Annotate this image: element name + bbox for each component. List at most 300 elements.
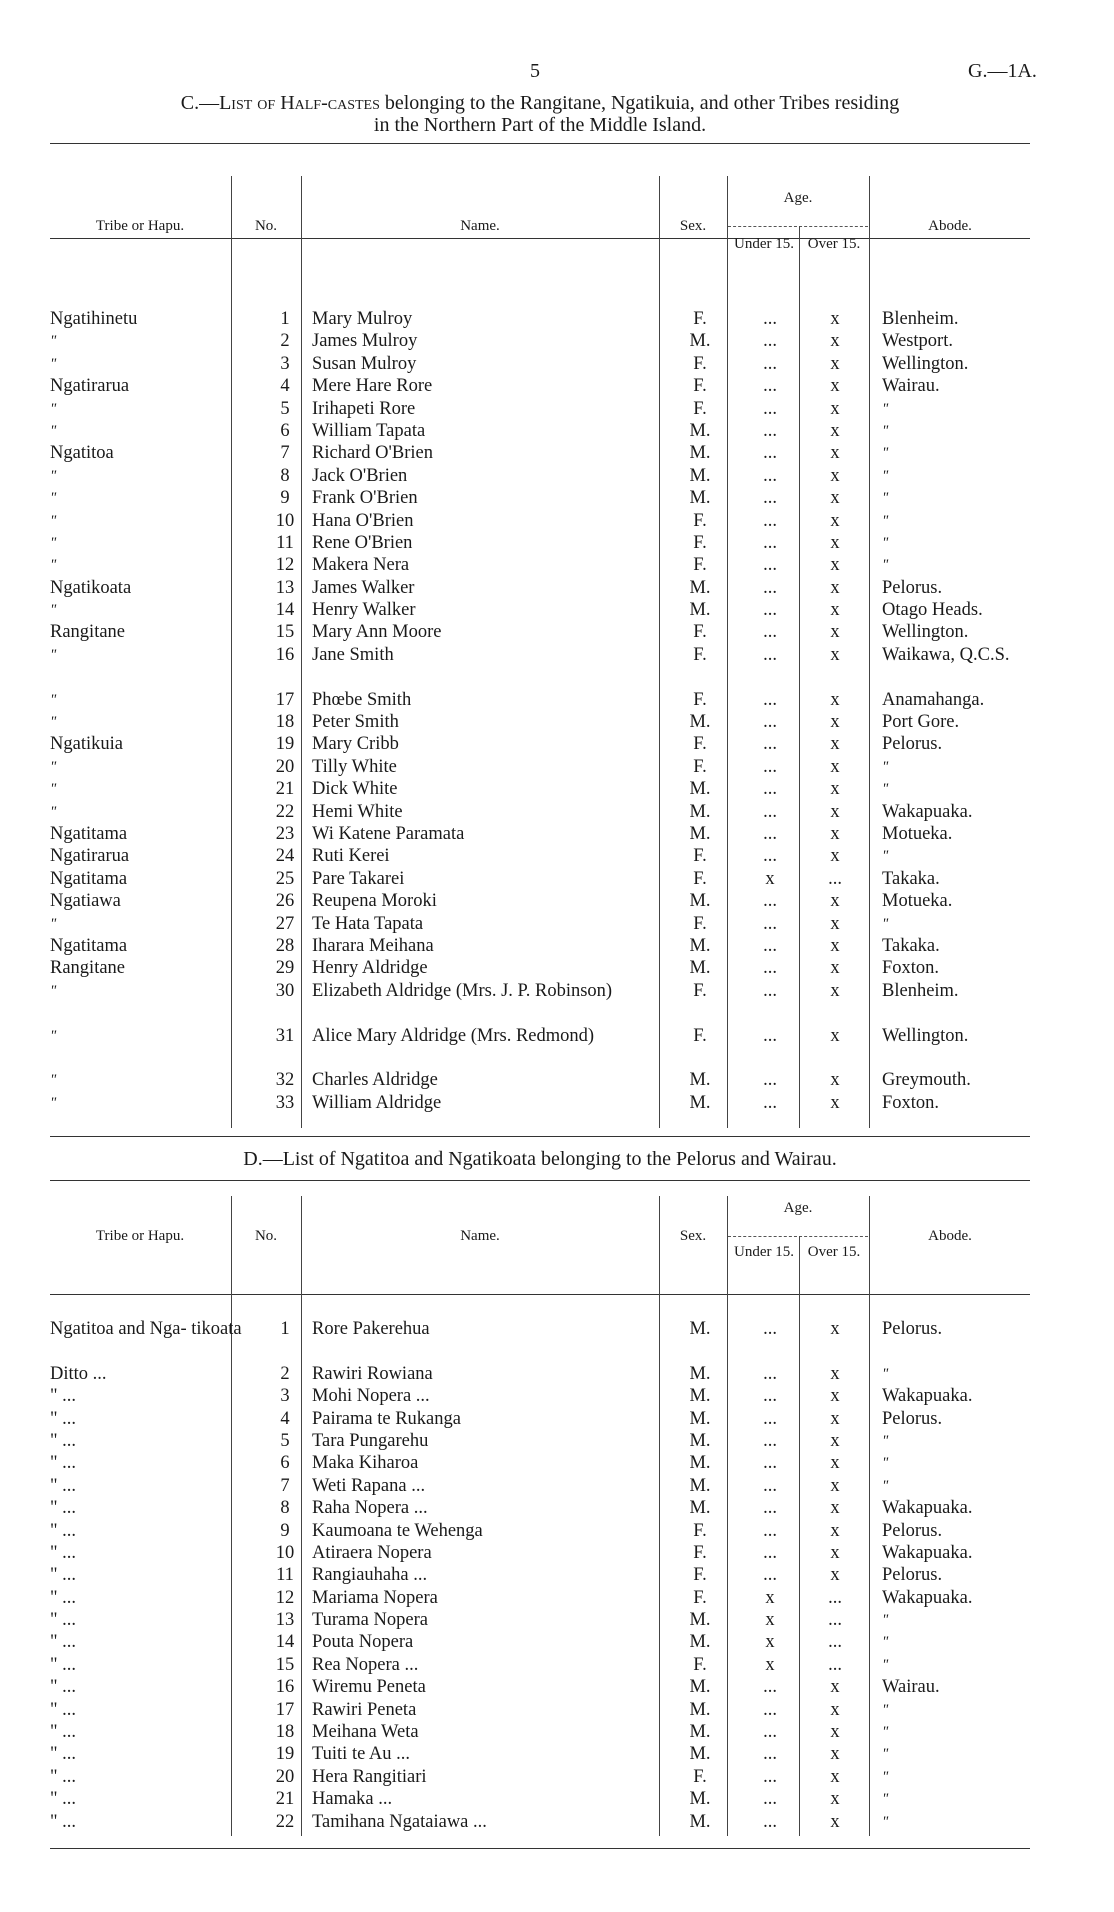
table-row: [50, 689, 1030, 711]
cell-tribe: Ngatihinetu: [50, 309, 138, 329]
table-c-header-over: Over 15.: [807, 236, 861, 252]
cell-tribe: " ...: [50, 1587, 77, 1608]
cell-under: ...: [763, 689, 777, 710]
cell-tribe: " ...: [50, 1565, 77, 1586]
cell-over: x: [830, 1744, 840, 1765]
cell-tribe: " ...: [50, 1632, 77, 1653]
cell-under: ...: [763, 622, 777, 643]
cell-abode: Wellington.: [882, 1025, 969, 1046]
cell-over: x: [830, 1386, 840, 1407]
cell-sex: M.: [689, 1677, 711, 1698]
cell-name: Tamihana Ngataiawa ...: [312, 1811, 487, 1832]
cell-under: ...: [763, 465, 777, 486]
cell-name: Mohi Nopera ...: [312, 1386, 430, 1407]
cell-abode: ": [882, 1432, 889, 1449]
cell-under: ...: [763, 555, 777, 576]
cell-name: Ruti Kerei: [312, 846, 390, 867]
cell-under: ...: [763, 1722, 777, 1743]
cell-abode: Wairau.: [882, 376, 940, 397]
table-row: [50, 330, 1030, 352]
table-row: [50, 1092, 1030, 1114]
cell-no: 17: [275, 1699, 295, 1720]
cell-under: ...: [763, 420, 777, 441]
cell-over: x: [830, 577, 840, 598]
cell-no: 21: [275, 1789, 295, 1810]
cell-name: Tuiti te Au ...: [312, 1744, 411, 1765]
cell-name: Irihapeti Rore: [312, 398, 416, 419]
cell-tribe: ": [50, 534, 57, 551]
cell-tribe: " ...: [50, 1766, 77, 1787]
table-row: [50, 308, 1030, 330]
cell-under: ...: [763, 488, 777, 509]
cell-sex: M.: [689, 443, 711, 464]
cell-name: Frank O'Brien: [312, 488, 418, 509]
cell-name: William Tapata: [312, 420, 426, 441]
table-row: [50, 1497, 1030, 1519]
cell-over: x: [830, 600, 840, 621]
cell-no: 20: [275, 756, 295, 777]
table-c-title-prefix: C.—List of Half-castes: [180, 92, 380, 114]
cell-tribe: Ditto ...: [50, 1363, 107, 1384]
table-d-header-sex: Sex.: [679, 1228, 707, 1244]
cell-sex: M.: [689, 1386, 711, 1407]
cell-abode: ": [882, 1612, 889, 1629]
cell-abode: Pelorus.: [882, 1520, 943, 1541]
table-row: [50, 823, 1030, 845]
cell-name: Reupena Moroki: [312, 891, 437, 912]
cell-abode: Wakapuaka.: [882, 1587, 973, 1608]
cell-over: x: [830, 734, 840, 755]
cell-over: x: [830, 555, 840, 576]
cell-under: ...: [763, 1498, 777, 1519]
cell-sex: M.: [689, 935, 711, 956]
cell-tribe: ": [50, 915, 57, 932]
table-d-title: D.—List of Ngatitoa and Ngatikoata belonging to the Pelorus and Wairau.: [243, 1148, 837, 1170]
cell-sex: M.: [689, 1319, 711, 1339]
cell-no: 27: [275, 913, 295, 934]
table-row: [50, 1542, 1030, 1564]
cell-over: x: [830, 1453, 840, 1474]
table-row: [50, 913, 1030, 935]
cell-tribe: Ngatitoa: [50, 443, 114, 464]
cell-sex: M.: [689, 1699, 711, 1720]
cell-abode: ": [882, 1656, 889, 1673]
table-row: [50, 621, 1030, 643]
cell-no: 26: [275, 891, 295, 912]
cell-name: James Mulroy: [312, 331, 418, 352]
cell-under: ...: [763, 1386, 777, 1407]
table-row: [50, 733, 1030, 755]
cell-abode: Foxton.: [882, 1092, 940, 1113]
table-c-header-under: Under 15.: [734, 236, 794, 252]
cell-abode: Anamahanga.: [882, 689, 985, 710]
cell-no: 7: [280, 443, 290, 464]
cell-sex: F.: [693, 376, 707, 397]
cell-under: x: [765, 868, 775, 889]
cell-name: Jane Smith: [312, 644, 394, 665]
table-row: [50, 1318, 1030, 1363]
cell-name: Turama Nopera: [312, 1610, 428, 1631]
cell-under: ...: [763, 577, 777, 598]
cell-tribe: ": [50, 646, 57, 663]
cell-tribe: Ngatikoata: [50, 577, 132, 598]
cell-under: ...: [763, 309, 777, 329]
cell-over: x: [830, 1070, 840, 1091]
cell-no: 4: [280, 376, 290, 397]
cell-tribe: " ...: [50, 1677, 77, 1698]
cell-sex: M.: [689, 1632, 711, 1653]
cell-over: x: [830, 1722, 840, 1743]
table-row: [50, 1564, 1030, 1586]
cell-tribe: ": [50, 333, 57, 350]
cell-under: ...: [763, 1766, 777, 1787]
cell-under: ...: [763, 1453, 777, 1474]
cell-no: 11: [276, 1565, 294, 1586]
cell-abode: ": [882, 1634, 889, 1651]
cell-name: Peter Smith: [312, 712, 399, 733]
cell-no: 33: [275, 1092, 295, 1113]
cell-tribe: " ...: [50, 1654, 77, 1675]
cell-under: ...: [763, 1744, 777, 1765]
cell-over: ...: [828, 1654, 842, 1675]
cell-name: James Walker: [312, 577, 415, 598]
cell-no: 5: [280, 1430, 290, 1451]
cell-abode: ": [882, 534, 889, 551]
cell-abode: Otago Heads.: [882, 600, 983, 621]
cell-no: 16: [275, 1677, 295, 1698]
cell-no: 7: [280, 1475, 290, 1496]
cell-under: ...: [763, 712, 777, 733]
cell-no: 16: [275, 644, 295, 665]
table-d-header-no: No.: [254, 1228, 278, 1244]
cell-sex: F.: [693, 980, 707, 1001]
cell-sex: F.: [693, 532, 707, 553]
cell-tribe: ": [50, 758, 57, 775]
cell-under: ...: [763, 510, 777, 531]
cell-over: x: [830, 1363, 840, 1384]
cell-under: ...: [763, 935, 777, 956]
cell-over: x: [830, 689, 840, 710]
cell-under: ...: [763, 1789, 777, 1810]
cell-name: Rea Nopera ...: [312, 1654, 419, 1675]
cell-no: 29: [275, 958, 295, 979]
cell-no: 19: [275, 1744, 295, 1765]
table-c-bottom-rule: [50, 1136, 1030, 1137]
cell-tribe: Rangitane: [50, 958, 126, 979]
cell-name: Alice Mary Aldridge (Mrs. Redmond): [312, 1025, 595, 1046]
cell-no: 20: [275, 1766, 295, 1787]
cell-abode: Pelorus.: [882, 577, 943, 598]
cell-sex: F.: [693, 756, 707, 777]
table-row: [50, 532, 1030, 554]
cell-no: 10: [275, 1542, 295, 1563]
table-row: [50, 1766, 1030, 1788]
cell-under: ...: [763, 353, 777, 374]
cell-no: 4: [280, 1408, 290, 1429]
cell-under: x: [765, 1587, 775, 1608]
cell-under: ...: [763, 331, 777, 352]
table-row: [50, 935, 1030, 957]
cell-under: ...: [763, 1430, 777, 1451]
table-row: [50, 1811, 1030, 1833]
cell-abode: ": [882, 1701, 889, 1718]
cell-name: Hera Rangitiari: [312, 1766, 427, 1787]
cell-abode: ": [882, 758, 889, 775]
table-row: [50, 1520, 1030, 1542]
table-row: [50, 487, 1030, 509]
cell-abode: ": [882, 400, 889, 417]
cell-tribe: ": [50, 490, 57, 507]
cell-under: ...: [763, 734, 777, 755]
cell-over: x: [830, 1677, 840, 1698]
cell-over: x: [830, 1475, 840, 1496]
cell-tribe: ": [50, 1094, 57, 1111]
cell-name: Rangiauhaha ...: [312, 1565, 428, 1586]
cell-sex: M.: [689, 331, 711, 352]
cell-tribe: ": [50, 400, 57, 417]
table-c-header-tribe: Tribe or Hapu.: [95, 218, 185, 234]
cell-no: 12: [275, 555, 295, 576]
cell-tribe: ": [50, 691, 57, 708]
cell-over: x: [830, 465, 840, 486]
cell-under: ...: [763, 824, 777, 844]
table-d-header-abode: Abode.: [928, 1228, 972, 1244]
cell-abode: Blenheim.: [882, 980, 959, 1001]
cell-sex: M.: [689, 577, 711, 598]
cell-over: x: [830, 1319, 840, 1339]
cell-abode: Greymouth.: [882, 1070, 971, 1091]
cell-no: 24: [275, 846, 295, 867]
table-row: [50, 577, 1030, 599]
cell-tribe: " ...: [50, 1699, 77, 1720]
cell-name: Mary Cribb: [312, 734, 399, 755]
table-row: [50, 711, 1030, 733]
cell-under: ...: [763, 913, 777, 934]
cell-tribe: ": [50, 803, 57, 820]
cell-under: ...: [763, 1565, 777, 1586]
cell-tribe: ": [50, 422, 57, 439]
cell-abode: Foxton.: [882, 958, 940, 979]
table-row: [50, 778, 1030, 800]
table-d-header-age: Age.: [783, 1200, 813, 1216]
cell-name: Makera Nera: [312, 555, 410, 576]
cell-abode: Motueka.: [882, 824, 953, 844]
cell-no: 18: [275, 1722, 295, 1743]
cell-abode: Wellington.: [882, 622, 969, 643]
cell-under: ...: [763, 846, 777, 867]
cell-name: Pairama te Rukanga: [312, 1408, 461, 1429]
cell-name: Te Hata Tapata: [312, 913, 424, 934]
cell-sex: M.: [689, 712, 711, 733]
table-d-bottom-rule: [50, 1848, 1030, 1849]
cell-over: x: [830, 779, 840, 800]
cell-sex: F.: [693, 1025, 707, 1046]
cell-name: Rore Pakerehua: [312, 1319, 430, 1339]
table-c-body: [50, 308, 1030, 1114]
cell-abode: Motueka.: [882, 891, 953, 912]
table-c-title: [40, 92, 1040, 114]
cell-abode: ": [882, 915, 889, 932]
cell-name: Wi Katene Paramata: [312, 824, 465, 844]
cell-name: Mary Ann Moore: [312, 622, 442, 643]
cell-sex: F.: [693, 868, 707, 889]
cell-tribe: Ngatitoa and Nga- tikoata: [50, 1319, 242, 1339]
cell-over: x: [830, 622, 840, 643]
cell-no: 31: [275, 1025, 295, 1046]
cell-abode: Pelorus.: [882, 1565, 943, 1586]
table-c-header-age: Age.: [783, 190, 813, 206]
table-d-header-name: Name.: [460, 1228, 500, 1244]
cell-under: ...: [763, 644, 777, 665]
cell-no: 17: [275, 689, 295, 710]
cell-abode: Pelorus.: [882, 734, 943, 755]
cell-under: ...: [763, 1699, 777, 1720]
cell-no: 8: [280, 465, 290, 486]
cell-name: Atiraera Nopera: [312, 1542, 432, 1563]
cell-tribe: Ngatitama: [50, 824, 128, 844]
cell-name: Mary Mulroy: [312, 309, 413, 329]
cell-abode: ": [882, 1768, 889, 1785]
table-row: [50, 1363, 1030, 1385]
cell-sex: M.: [689, 1744, 711, 1765]
cell-sex: M.: [689, 1363, 711, 1384]
cell-tribe: " ...: [50, 1498, 77, 1519]
cell-under: ...: [763, 1408, 777, 1429]
table-c-top-rule: [50, 143, 1030, 144]
cell-tribe: Ngatikuia: [50, 734, 123, 755]
cell-name: Meihana Weta: [312, 1722, 419, 1743]
cell-no: 15: [275, 622, 295, 643]
table-row: [50, 465, 1030, 487]
cell-no: 13: [275, 577, 295, 598]
cell-sex: F.: [693, 622, 707, 643]
table-row: [50, 442, 1030, 464]
cell-tribe: Ngatitama: [50, 935, 128, 956]
cell-abode: ": [882, 445, 889, 462]
cell-sex: F.: [693, 644, 707, 665]
cell-over: x: [830, 891, 840, 912]
cell-abode: Wellington.: [882, 353, 969, 374]
cell-name: Mere Hare Rore: [312, 376, 433, 397]
table-row: [50, 375, 1030, 397]
cell-abode: Port Gore.: [882, 712, 960, 733]
cell-sex: M.: [689, 600, 711, 621]
cell-sex: M.: [689, 465, 711, 486]
cell-tribe: ": [50, 512, 57, 529]
cell-under: ...: [763, 1319, 777, 1339]
cell-abode: ": [882, 512, 889, 529]
table-row: [50, 599, 1030, 621]
table-row: [50, 1676, 1030, 1698]
cell-abode: ": [882, 781, 889, 798]
cell-under: ...: [763, 1070, 777, 1091]
table-d-header-tribe: Tribe or Hapu.: [95, 1228, 185, 1244]
cell-name: Henry Walker: [312, 600, 416, 621]
cell-under: ...: [763, 443, 777, 464]
cell-sex: M.: [689, 824, 711, 844]
table-row: [50, 353, 1030, 375]
cell-name: Kaumoana te Wehenga: [312, 1520, 483, 1541]
cell-tribe: ": [50, 355, 57, 372]
table-d-age-divider: [728, 1236, 868, 1237]
cell-tribe: " ...: [50, 1386, 77, 1407]
cell-no: 28: [275, 935, 295, 956]
cell-sex: M.: [689, 1789, 711, 1810]
table-row: [50, 1430, 1030, 1452]
cell-no: 6: [280, 1453, 290, 1474]
cell-tribe: " ...: [50, 1430, 77, 1451]
table-c-title-rest: belonging to the Rangitane, Ngatikuia, and other Tribes residing: [379, 92, 900, 114]
cell-tribe: " ...: [50, 1408, 77, 1429]
table-row: [50, 398, 1030, 420]
cell-name: Charles Aldridge: [312, 1070, 438, 1091]
cell-name: William Aldridge: [312, 1092, 442, 1113]
cell-name: Rene O'Brien: [312, 532, 413, 553]
cell-no: 6: [280, 420, 290, 441]
cell-no: 12: [275, 1587, 295, 1608]
table-row: [50, 510, 1030, 532]
cell-sex: F.: [693, 510, 707, 531]
cell-sex: F.: [693, 734, 707, 755]
cell-sex: M.: [689, 958, 711, 979]
cell-name: Rawiri Peneta: [312, 1699, 417, 1720]
table-row: [50, 868, 1030, 890]
cell-over: x: [830, 1498, 840, 1519]
cell-under: ...: [763, 532, 777, 553]
cell-name: Mariama Nopera: [312, 1587, 438, 1608]
cell-abode: ": [882, 1477, 889, 1494]
cell-tribe: ": [50, 467, 57, 484]
cell-under: ...: [763, 1542, 777, 1563]
cell-sex: M.: [689, 779, 711, 800]
cell-no: 3: [280, 1386, 290, 1407]
cell-over: x: [830, 1430, 840, 1451]
cell-over: x: [830, 1766, 840, 1787]
table-d-header-under: Under 15.: [734, 1244, 794, 1260]
cell-name: Dick White: [312, 779, 398, 800]
cell-no: 5: [280, 398, 290, 419]
cell-over: x: [830, 846, 840, 867]
cell-under: ...: [763, 779, 777, 800]
cell-under: ...: [763, 600, 777, 621]
cell-no: 8: [280, 1498, 290, 1519]
cell-over: x: [830, 353, 840, 374]
cell-no: 25: [275, 868, 295, 889]
table-row: [50, 957, 1030, 979]
cell-under: ...: [763, 891, 777, 912]
cell-over: x: [830, 913, 840, 934]
cell-abode: Pelorus.: [882, 1319, 943, 1339]
cell-abode: ": [882, 1365, 889, 1382]
table-c-title-line2: in the Northern Part of the Middle Island.: [373, 114, 707, 136]
cell-name: Jack O'Brien: [312, 465, 408, 486]
cell-over: x: [830, 935, 840, 956]
cell-abode: Takaka.: [882, 868, 940, 889]
cell-no: 30: [275, 980, 295, 1001]
table-row: [50, 554, 1030, 576]
page-number: 5: [530, 60, 540, 82]
cell-abode: ": [882, 490, 889, 507]
table-d-body: [50, 1318, 1030, 1833]
cell-under: ...: [763, 1677, 777, 1698]
cell-no: 15: [275, 1654, 295, 1675]
cell-no: 13: [275, 1610, 295, 1631]
cell-abode: Wairau.: [882, 1677, 940, 1698]
cell-over: x: [830, 1789, 840, 1810]
cell-over: x: [830, 488, 840, 509]
cell-tribe: ": [50, 557, 57, 574]
cell-no: 2: [280, 1363, 290, 1384]
